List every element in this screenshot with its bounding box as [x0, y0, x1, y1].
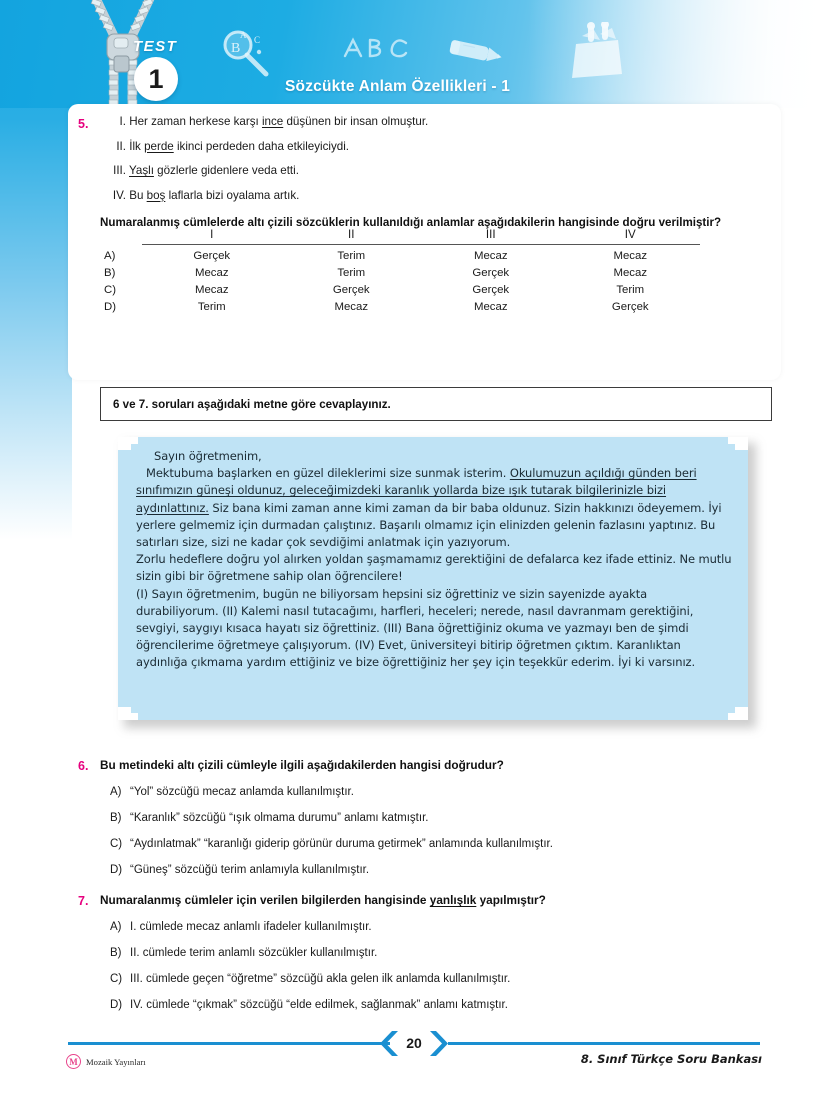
question5-line: [106, 190, 778, 202]
corner-notch-top-left: [118, 437, 131, 450]
directive-text: 6 ve 7. soruları aşağıdaki metne göre cevaplayınız.: [113, 397, 391, 411]
option-text: II. cümlede terim anlamlı sözcükler kullanılmıştır.: [130, 947, 378, 959]
matrix-header-cell: IV: [624, 228, 636, 241]
matrix-cell: Mecaz: [473, 301, 508, 313]
logo-initial: M: [69, 1056, 78, 1067]
abc-handwriting-icon: [340, 32, 418, 68]
option-text: “Aydınlatmak” “karanlığı giderip görünür duruma getirmek” anlamında kullanılmıştır.: [130, 838, 553, 850]
option-label: C): [110, 973, 123, 985]
question-7: [78, 893, 778, 1011]
test-number-badge: [134, 57, 178, 101]
reading-passage: [118, 437, 756, 728]
corner-notch-bottom-left-small: [131, 713, 138, 720]
option-row[interactable]: [110, 921, 778, 933]
book-title: 8. Sınıf Türkçe Soru Bankası: [580, 1052, 762, 1066]
option-row[interactable]: [110, 838, 778, 850]
line-text-before: Bu: [129, 188, 147, 202]
option-text: IV. cümlede “çıkmak” sözcüğü “elde edilmek, sağlanmak” anlamı katmıştır.: [130, 999, 508, 1011]
question5-line: [106, 165, 778, 177]
matrix-cell: Mecaz: [613, 250, 648, 262]
matrix-cell: Terim: [337, 267, 366, 279]
mozaik-logo-icon: [66, 1054, 81, 1069]
question-6: [78, 758, 778, 876]
question-5-stem: Numaralanmış cümlelerde altı çizili sözcüklerin kullanıldığı anlamlar aşağıdakilerin hangisinde doğru verilmiştir?: [100, 216, 722, 230]
question-7-stem: [100, 893, 778, 907]
directive-box: [100, 387, 772, 421]
line-underlined-word: perde: [144, 139, 174, 153]
matrix-option-label: B): [104, 267, 116, 279]
page-header: [0, 0, 828, 108]
publisher-logo: [66, 1054, 146, 1069]
passage-body: [118, 437, 748, 720]
line-text-before: Her zaman herkese karşı: [129, 115, 262, 128]
matrix-cell: Terim: [197, 301, 226, 313]
question-5: [78, 116, 778, 231]
line-text-after: gözlerle gidenlere veda etti.: [153, 164, 299, 178]
option-label: D): [110, 999, 123, 1011]
passage-paragraph-1: [136, 465, 732, 551]
corner-notch-top-right-small: [728, 437, 735, 444]
option-row[interactable]: [110, 999, 778, 1011]
matrix-option-label: A): [104, 250, 116, 262]
roman-label: IV.: [112, 188, 126, 202]
option-text: “Yol” sözcüğü mecaz anlamda kullanılmıştır.: [130, 786, 354, 798]
passage-p1-b: Siz bana kimi zaman anne kimi zaman da bir baba oldunuz. Sizin hakkınızı ödeyemem. İyi yerlere gelmemiz için durmadan çalıştınız. Başarılı olmamız için elinizden gelenin fazlasını yaptınız. Bu satırları size, sizi ne kadar çok sevdiğimi anlatmak için yazıyorum.: [136, 500, 722, 550]
option-row[interactable]: [110, 786, 778, 798]
question-7-number: 7.: [78, 894, 89, 908]
matrix-cell: Gerçek: [611, 301, 649, 313]
roman-label: I.: [119, 115, 126, 128]
matrix-cell: Terim: [616, 284, 645, 296]
option-label: B): [110, 812, 122, 824]
page-title: Sözcükte Anlam Özellikleri - 1: [285, 78, 511, 95]
matrix-option-label: C): [104, 284, 117, 296]
corner-notch-bottom-left: [118, 707, 131, 720]
question-5-number: 5.: [78, 117, 89, 131]
option-label: B): [110, 947, 122, 959]
question5-line: [106, 116, 778, 128]
svg-text:B: B: [231, 41, 241, 56]
roman-label: II.: [116, 139, 126, 153]
question-6-number: 6.: [78, 759, 89, 773]
option-text: I. cümlede mecaz anlamlı ifadeler kullanılmıştır.: [130, 921, 372, 933]
question5-answer-matrix: [100, 228, 700, 313]
question-7-stem-underlined: yanlışlık: [429, 893, 477, 907]
matrix-cell: Mecaz: [334, 301, 369, 313]
corner-notch-bottom-right-small: [728, 713, 735, 720]
matrix-cell: Terim: [337, 250, 366, 262]
magnifier-abc-icon: [216, 24, 276, 82]
matrix-cell: Gerçek: [193, 250, 231, 262]
line-text-after: laflarla bizi oyalama artık.: [165, 188, 300, 202]
line-underlined-word: boş: [146, 188, 166, 202]
option-row[interactable]: [110, 947, 778, 959]
corner-notch-top-right: [735, 437, 748, 450]
question-7-stem-before: Numaralanmış cümleler için verilen bilgilerden hangisinde: [100, 893, 430, 907]
question-6-stem: Bu metindeki altı çizili cümleyle ilgili aşağıdakilerden hangisi doğrudur?: [100, 758, 504, 772]
line-text-before: İlk: [129, 139, 145, 153]
corner-notch-top-left-small: [131, 437, 138, 444]
option-text: “Karanlık” sözcüğü “ışık olmama durumu” anlamı katmıştır.: [130, 812, 429, 824]
passage-salutation: Sayın öğretmenim,: [154, 449, 262, 463]
passage-paragraph-2: Zorlu hedeflere doğru yol alırken yoldan şaşmamamız gerektiğini de defalarca kez ifade ettiniz. Ne mutlu sizin gibi bir öğretmene sahip olan öğrencilere!: [136, 552, 732, 584]
footer-rule-left: [68, 1042, 390, 1045]
page-number-badge: [378, 1030, 450, 1058]
matrix-row[interactable]: [100, 245, 700, 262]
matrix-row[interactable]: [100, 279, 700, 296]
line-underlined-word: ince: [261, 115, 284, 128]
option-text: III. cümlede geçen “öğretme” sözcüğü akla gelen ilk anlamda kullanılmıştır.: [130, 973, 511, 985]
line-text-after: düşünen bir insan olmuştur.: [283, 115, 429, 128]
matrix-cell: Mecaz: [613, 267, 648, 279]
line-text-after: ikinci perdeden daha etkileyiciydi.: [173, 139, 350, 153]
option-row[interactable]: [110, 864, 778, 876]
publisher-name: Mozaik Yayınları: [86, 1056, 146, 1067]
matrix-row[interactable]: [100, 262, 700, 279]
matrix-option-label: D): [104, 301, 117, 313]
svg-text:A: A: [240, 30, 247, 40]
matrix-cell: Gerçek: [472, 267, 510, 279]
matrix-header-row: [100, 228, 700, 244]
matrix-cell: Mecaz: [194, 267, 229, 279]
line-underlined-word: Yaşlı: [129, 164, 154, 178]
page-footer: [0, 1018, 828, 1098]
svg-text:C: C: [254, 35, 261, 45]
passage-paragraph-3: (I) Sayın öğretmenim, bugün ne biliyorsam hepsini siz öğrettiniz ve sizin sayenizde ayakta durabiliyorum. (II) Kalemi nasıl tutacağımı, harfleri, heceleri; nerede, nasıl davranmam gerektiğini, sevgiyi, saygıyı kısaca hayatı siz öğrettiniz. (III) Bana öğrettiğiniz okuma ve yazmayı ben de şimdi öğrencilerime öğretmeye çalışıyorum. (IV) Evet, üniversiteyi bitirip öğretmen çıktım. Karanlıktan aydınlığa çıkmama yardım ettiğiniz ve bize öğrettiğiniz her şey için teşekkür ederim. İyi ki varsınız.: [136, 586, 696, 670]
test-label: TEST: [133, 38, 178, 55]
option-label: A): [110, 786, 122, 798]
option-label: D): [110, 864, 123, 876]
test-number: 1: [148, 63, 164, 94]
option-label: A): [110, 921, 122, 933]
option-label: C): [110, 838, 123, 850]
passage-p1-a: Mektubuma başlarken en güzel dileklerimi size sunmak isterim.: [146, 466, 510, 481]
matrix-cell: Mecaz: [473, 250, 508, 262]
roman-label: III.: [113, 164, 126, 178]
page-number: 20: [406, 1035, 422, 1051]
matrix-header-cell: III: [485, 228, 496, 241]
matrix-cell: Gerçek: [472, 284, 510, 296]
option-row[interactable]: [110, 973, 778, 985]
corner-notch-bottom-right: [735, 707, 748, 720]
matrix-row[interactable]: [100, 296, 700, 313]
matrix-header-cell: I: [210, 228, 214, 241]
matrix-header-cell: II: [348, 228, 355, 241]
matrix-cell: Mecaz: [194, 284, 229, 296]
option-text: “Güneş” sözcüğü terim anlamıyla kullanılmıştır.: [130, 864, 370, 876]
header-fade-overlay: [528, 0, 828, 108]
question-7-stem-after: yapılmıştır?: [476, 893, 546, 907]
footer-rule-right: [448, 1042, 760, 1045]
passage-p1-underlined: Okulumuzun açıldığı günden beri sınıfımızın güneşi oldunuz, geleceğimizdeki karanlık yollarda bize ışık tutarak bilgilerinizle bizi aydınlattınız.: [136, 466, 697, 515]
option-row[interactable]: [110, 812, 778, 824]
question5-line: [106, 141, 778, 153]
matrix-cell: Gerçek: [332, 284, 370, 296]
pencil-icon: [444, 36, 510, 68]
